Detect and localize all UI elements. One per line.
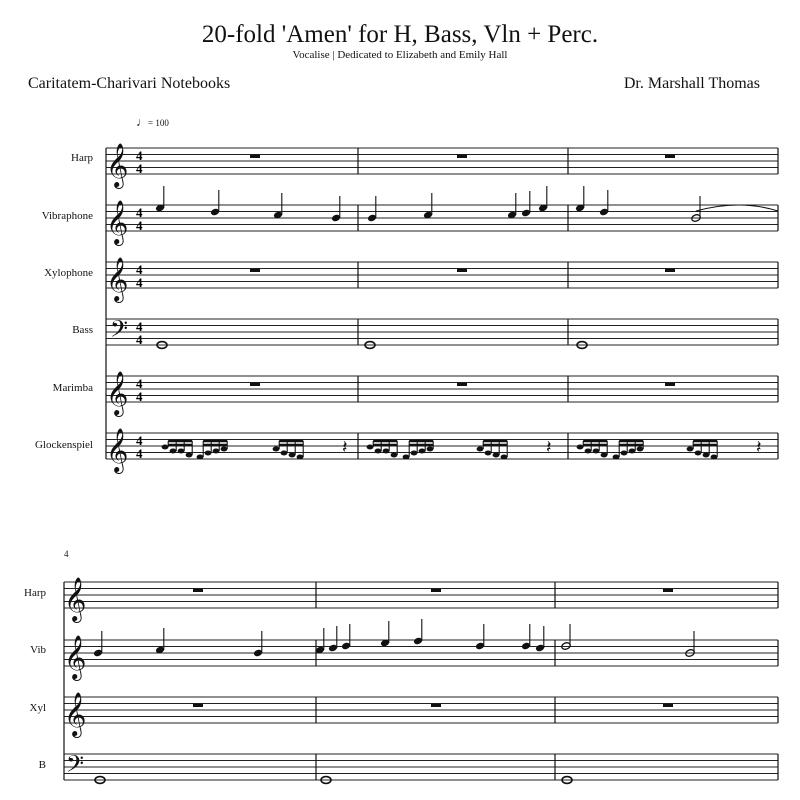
sixteenth-note-head (411, 451, 418, 456)
quarter-rest: 𝄽 (546, 437, 552, 458)
sixteenth-note-head (391, 453, 398, 458)
sixteenth-note-head (273, 447, 280, 452)
sixteenth-note-head (621, 451, 628, 456)
treble-clef-icon: 𝄞 (64, 577, 87, 621)
treble-clef-icon: 𝄞 (106, 143, 129, 187)
sixteenth-note-head (383, 449, 390, 454)
sixteenth-note-head (162, 445, 169, 450)
instrument-label-marimba: Marimba (52, 382, 93, 394)
composer-text: Dr. Marshall Thomas (623, 75, 760, 92)
sixteenth-note-head (477, 447, 484, 452)
time-signature-top: 4 (136, 262, 143, 277)
whole-rest (250, 155, 260, 159)
sixteenth-note-head (695, 451, 702, 456)
sixteenth-note-head (501, 455, 508, 460)
sixteenth-note-head (221, 447, 228, 452)
time-signature-bottom: 4 (136, 332, 143, 347)
measure-number: 4 (64, 549, 69, 559)
whole-rest (663, 589, 673, 593)
instrument-label-bass: Bass (72, 324, 93, 336)
treble-clef-icon: 𝄞 (106, 428, 129, 472)
treble-clef-icon: 𝄞 (64, 635, 87, 679)
instrument-label-harp-short: Harp (24, 587, 46, 599)
tempo-value: = 100 (148, 118, 169, 128)
sixteenth-note-head (629, 449, 636, 454)
whole-rest (193, 589, 203, 593)
instrument-label-harp: Harp (71, 152, 93, 164)
instrument-label-xylophone: Xylophone (44, 267, 93, 279)
sixteenth-note-head (585, 449, 592, 454)
instrument-label-b: B (38, 759, 46, 771)
instrument-label-glockenspiel: Glockenspiel (34, 439, 93, 451)
sixteenth-note-head (427, 447, 434, 452)
treble-clef-icon: 𝄞 (64, 692, 87, 736)
sixteenth-note-head (485, 451, 492, 456)
time-signature-bottom: 4 (136, 161, 143, 176)
instrument-label-xyl: Xyl (29, 702, 46, 714)
sixteenth-note-head (297, 455, 304, 460)
whole-rest (665, 155, 675, 159)
sixteenth-note-head (170, 449, 177, 454)
whole-rest (665, 269, 675, 273)
treble-clef-icon: 𝄞 (106, 200, 129, 244)
time-signature-top: 4 (136, 433, 143, 448)
time-signature-bottom: 4 (136, 275, 143, 290)
whole-rest (431, 589, 441, 593)
whole-rest (457, 383, 467, 387)
sixteenth-note-head (601, 453, 608, 458)
sixteenth-note-head (711, 455, 718, 460)
treble-clef-icon: 𝄞 (106, 371, 129, 415)
sixteenth-note-head (419, 449, 426, 454)
bass-clef-icon: 𝄢 (110, 315, 129, 348)
sixteenth-note-head (205, 451, 212, 456)
whole-rest (193, 704, 203, 708)
sixteenth-note-head (197, 455, 204, 460)
whole-rest (431, 704, 441, 708)
whole-rest (665, 383, 675, 387)
sixteenth-note-head (289, 453, 296, 458)
time-signature-top: 4 (136, 205, 143, 220)
sixteenth-note-head (577, 445, 584, 450)
sixteenth-note-head (703, 453, 710, 458)
sixteenth-note-head (375, 449, 382, 454)
time-signature-bottom: 4 (136, 446, 143, 461)
sixteenth-note-head (687, 447, 694, 452)
time-signature-top: 4 (136, 376, 143, 391)
whole-rest (457, 155, 467, 159)
sixteenth-note-head (493, 453, 500, 458)
publisher-text: Caritatem-Charivari Notebooks (28, 75, 231, 92)
instrument-label-vib: Vib (30, 644, 46, 656)
treble-clef-icon: 𝄞 (106, 257, 129, 301)
sixteenth-note-head (593, 449, 600, 454)
tie (696, 205, 778, 211)
score-subtitle: Vocalise | Dedicated to Elizabeth and Emily Hall (292, 49, 508, 61)
bass-clef-icon: 𝄢 (66, 750, 85, 783)
sixteenth-note-head (637, 447, 644, 452)
time-signature-top: 4 (136, 148, 143, 163)
sixteenth-note-head (367, 445, 374, 450)
score-title: 20-fold 'Amen' for H, Bass, Vln + Perc. (201, 21, 599, 48)
sixteenth-note-head (281, 451, 288, 456)
sixteenth-note-head (213, 449, 220, 454)
whole-rest (457, 269, 467, 273)
sixteenth-note-head (403, 455, 410, 460)
sixteenth-note-head (613, 455, 620, 460)
time-signature-bottom: 4 (136, 389, 143, 404)
instrument-label-vibraphone: Vibraphone (41, 210, 93, 222)
whole-rest (250, 383, 260, 387)
whole-rest (250, 269, 260, 273)
time-signature-bottom: 4 (136, 218, 143, 233)
quarter-rest: 𝄽 (342, 437, 348, 458)
quarter-note-icon: ♩ (136, 115, 148, 129)
sixteenth-note-head (186, 453, 193, 458)
quarter-rest: 𝄽 (756, 437, 762, 458)
sixteenth-note-head (178, 449, 185, 454)
time-signature-top: 4 (136, 319, 143, 334)
whole-rest (663, 704, 673, 708)
